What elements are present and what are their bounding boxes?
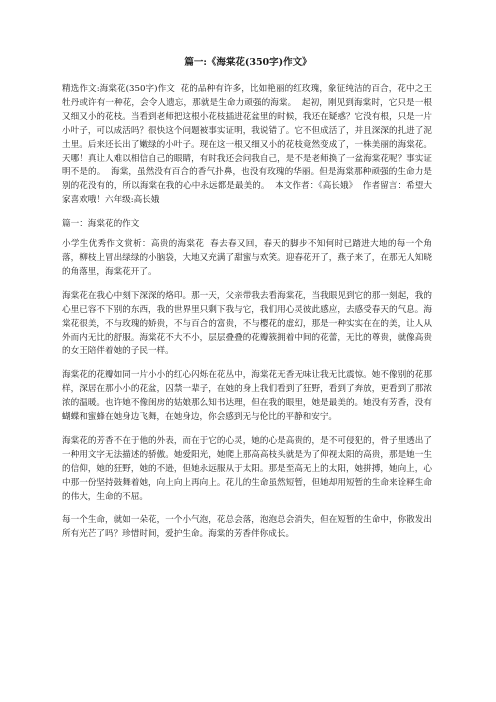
document-title: 篇一:《海棠花(350字)作文》 bbox=[184, 57, 312, 68]
paragraph-1: 小学生优秀作文赏析：高贵的海棠花 春去春又回，春天的脚步不知何时已踏进大地的每一个角落，柳枝上冒出绿绿的小脑袋，大地又充满了甜蜜与欢笑。迎春花开了，燕子来了，在那无人知晓的角落里，海棠花开了。 bbox=[62, 239, 432, 277]
paragraph-4: 海棠花的芳香不在于他的外表，而在于它的心灵，她的心是高贵的，是不可侵犯的，骨子里透出了一种用文字无法描述的骄傲。她爱阳光，她爬上那高高枝头就是为了仰视太阳的高贵，那是她一生的信仰，她的狂野，她的不逊，但她永远服从于太阳。那是至高无上的太阳，她拼搏，她向上，心中那一份坚持鼓舞着她，向上向上再向上。花儿的生命虽然短暂，但她却用短暂的生命来诠释生命的伟大，生命的不屈。 bbox=[62, 435, 432, 502]
document-body bbox=[62, 83, 432, 552]
section-heading: 篇一：海棠花的作文 bbox=[62, 219, 140, 230]
paragraph-3: 海棠花的花瓣如同一片小小的红心闪烁在花丛中，海棠花无香无味让我无比震惊。她不像别的花那样，深居在那小小的花盆，囚禁一辈子，在她的身上我们看到了狂野，看到了奔放，更看到了那浓浓的温暖。也许她不像闺房的姑娘那么知书达理，但在我的眼里，她是最美的。她没有芳香，没有蝴蝶和蜜蜂在她身边飞舞，在她身边，你会感到无与伦比的平静和安宁。 bbox=[62, 370, 432, 423]
paragraph-5: 每一个生命，就如一朵花，一个小气泡，花总会落，泡泡总会消失，但在短暂的生命中，你散发出所有光芒了吗？珍惜时间，爱护生命。海棠的芳香伴你成长。 bbox=[62, 515, 432, 540]
paragraph-intro: 精选作文:海棠花(350字)作文 花的品种有许多，比如艳丽的红玫瑰，象征纯洁的百合，花中之王牡丹或许有一种花，会令人遗忘，那就是生命力顽强的海棠。 起初，刚见到海棠时，它只是一根又细又小的花枝。当看到老师把这根小花枝插进花盆里的时候，我还在疑惑？它没有根，只是一片小叶子，可以成活吗？很快这个问题被事实证明，我说错了。它不但成活了，并且深深的扎进了泥土里。后来还长出了嫩绿的小叶子。现在这一根又细又小的花枝竟然变成了，一株美丽的海棠花。天哪！真让人难以相信自己的眼睛，有时我还会问我自己，是不是老师换了一盆海棠花呢？事实证明不是的。 海棠，虽然没有百合的香气扑鼻，也没有玫瑰的华丽。但是海棠那种顽强的生命力是别的花没有的，所以海棠在我的心中永远都是最美的。 本文作者：《高长娥》 作者留言：希望大家喜欢哦！六年级:高长娥 bbox=[62, 84, 432, 206]
paragraph-2: 海棠花在我心中刻下深深的烙印。那一天，父亲带我去看海棠花，当我眼见到它的那一刻起，我的心里已容不下别的东西，我的世界里只剩下我与它，我们用心灵彼此感应，去感受春天的气息。海棠花很美，不与玫瑰的娇贵，不与百合的富贵，不与樱花的虚幻，那是一种实实在在的美，让人从外而内无比的舒服。海棠花不大不小，层层叠叠的花瓣簇拥着中间的花蕾，无比的尊贵，就像高贵的女王陪伴着她的子民一样。 bbox=[62, 290, 432, 357]
